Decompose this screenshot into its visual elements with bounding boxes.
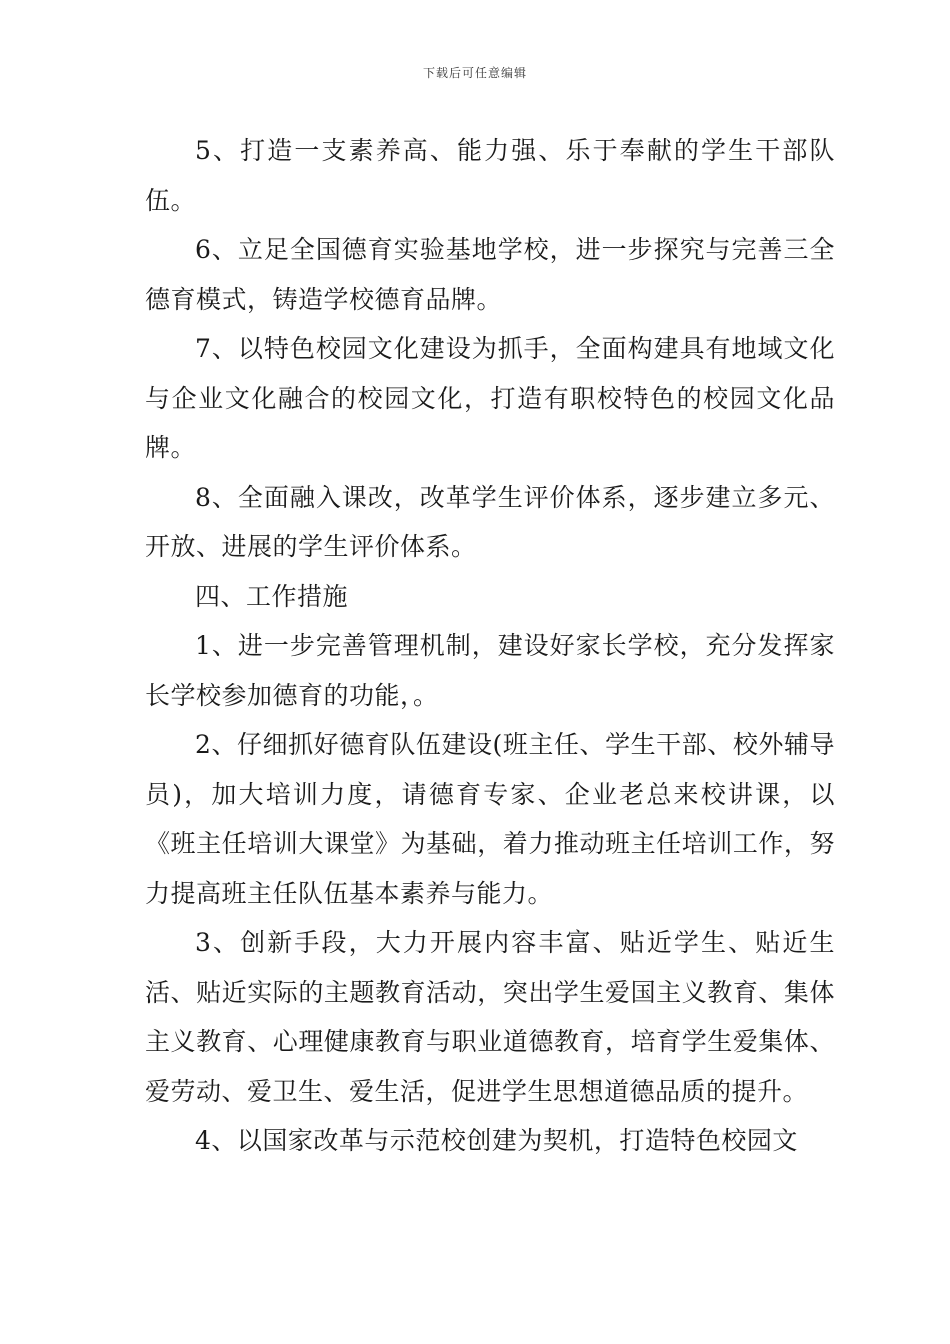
paragraph-item-7: 7、以特色校园文化建设为抓手，全面构建具有地域文化与企业文化融合的校园文化，打造有职校特色的校园文化品牌。 — [145, 334, 835, 462]
measure-item-3: 3、创新手段，大力开展内容丰富、贴近学生、贴近生活、贴近实际的主题教育活动，突出学生爱国主义教育、集体主义教育、心理健康教育与职业道德教育，培育学生爱集体、爱劳动、爱卫生、爱生活，促进学生思想道德品质的提升。 — [145, 928, 835, 1106]
measure-item-2: 2、仔细抓好德育队伍建设(班主任、学生干部、校外辅导员)，加大培训力度，请德育专家、企业老总来校讲课，以《班主任培训大课堂》为基础，着力推动班主任培训工作，努力提高班主任队伍基本素养与能力。 — [145, 730, 835, 908]
paragraph-item-8: 8、全面融入课改，改革学生评价体系，逐步建立多元、开放、进展的学生评价体系。 — [145, 482, 835, 561]
section-heading: 四、工作措施 — [195, 581, 349, 611]
paragraph-item-6: 6、立足全国德育实验基地学校，进一步探究与完善三全德育模式，铸造学校德育品牌。 — [145, 235, 835, 314]
measure-item-4: 4、以国家改革与示范校创建为契机，打造特色校园文 — [195, 1126, 798, 1155]
measure-item-1: 1、进一步完善管理机制，建设好家长学校，充分发挥家长学校参加德育的功能，。 — [145, 631, 835, 710]
paragraph-item-5: 5、打造一支素养高、能力强、乐于奉献的学生干部队伍。 — [145, 136, 835, 215]
document-body — [145, 126, 835, 1166]
header-note: 下载后可任意编辑 — [422, 66, 527, 80]
